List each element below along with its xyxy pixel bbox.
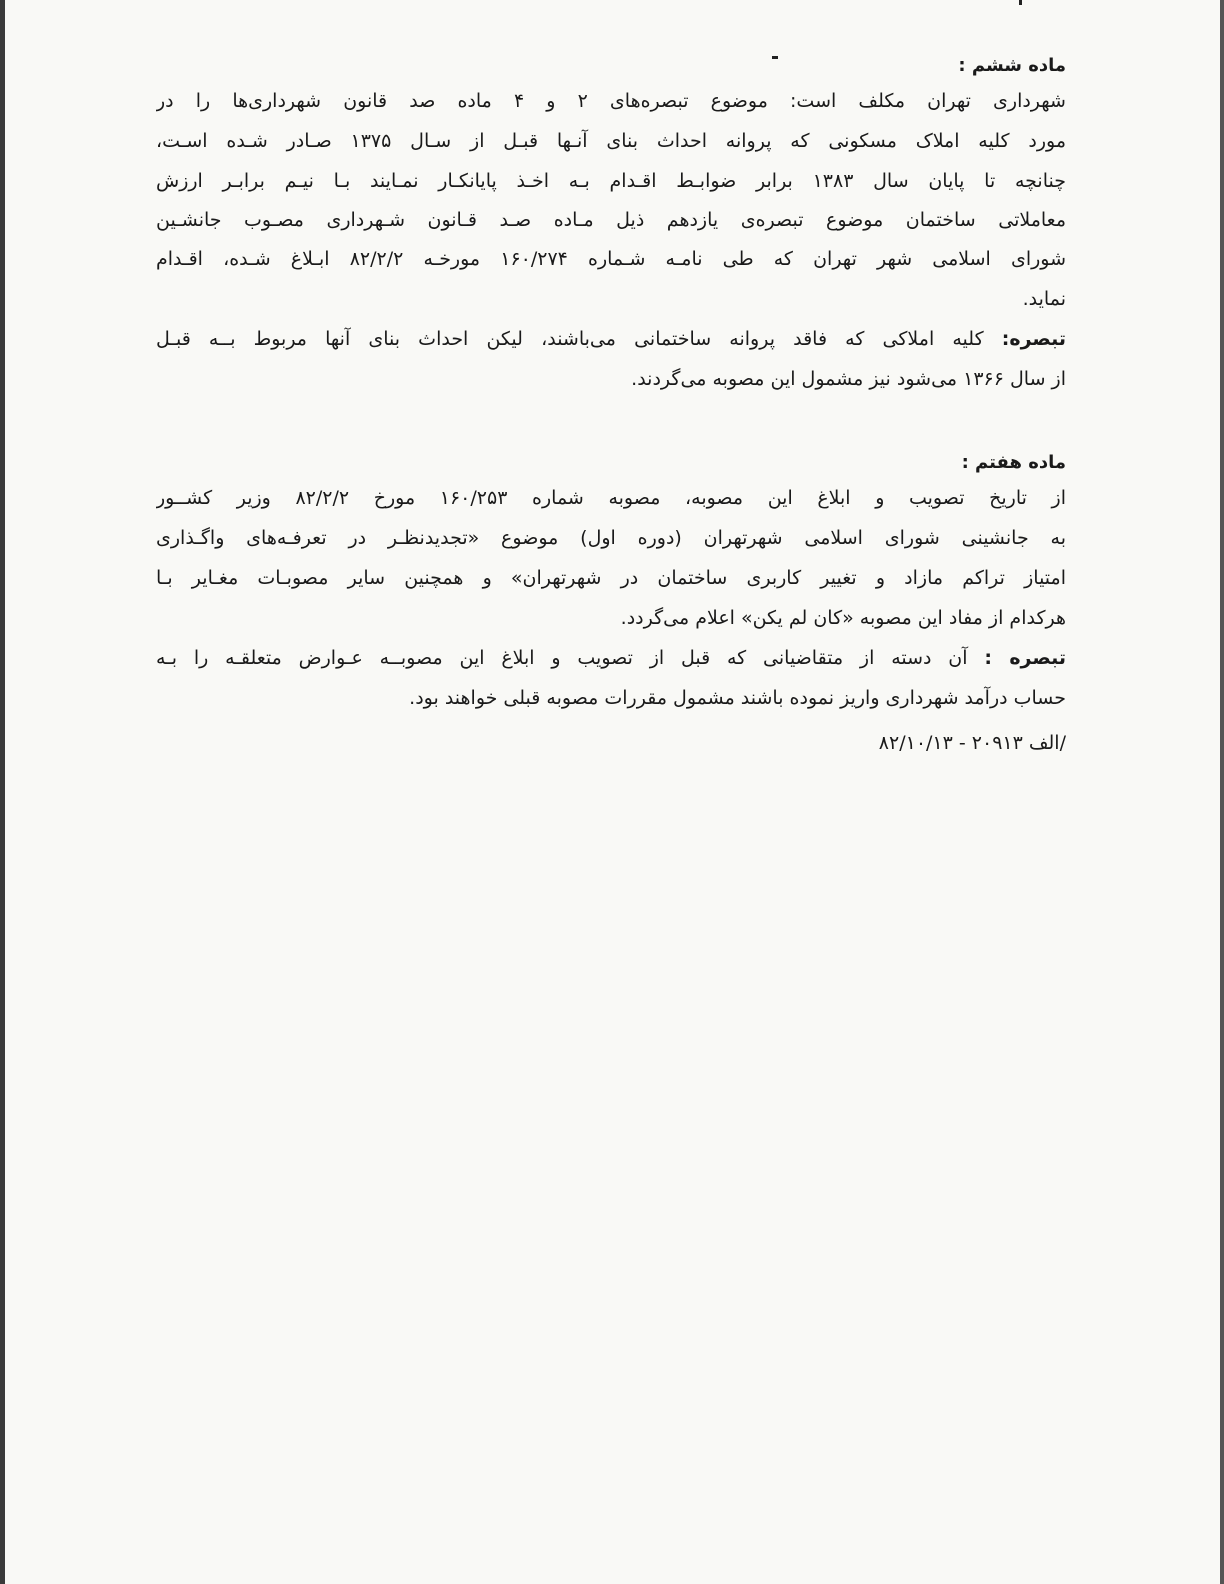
article-7-line: هرکدام از مفاد این مصوبه «کان لم یکن» اعلام می‌گردد.: [620, 607, 1066, 629]
article-6-line: شورای اسلامی شهر تهران که طی نامـه شـماره ۱۶۰/۲۷۴ مورخـه ۸۲/۲/۲ ابـلاغ شـده، اقـدام: [156, 248, 1066, 270]
article-6-line: مورد کلیه املاک مسکونی که پروانه احداث بنای آنـها قبـل از سـال ۱۳۷۵ صـادر شـده اسـت،: [156, 130, 1066, 152]
scan-edge-left: [0, 0, 5, 1584]
article-6-heading: ماده ششم :: [958, 55, 1066, 76]
article-6-line: معاملاتی ساختمان موضوع تبصره‌ی یازدهم ذیل مـاده صـد قـانون شـهرداری مصـوب جانشـین: [156, 209, 1066, 231]
article-7-line: امتیاز تراکم مازاد و تغییر کاربری ساختمان در شهرتهران» و همچنین سایر مصوبـات مغـایر بـا: [156, 567, 1066, 589]
article-6-line: چنانچه تا پایان سال ۱۳۸۳ برابر ضوابـط اقـدام بـه اخـذ پایانکـار نمـایند بـا نیـم برابـر ارزش: [156, 170, 1066, 192]
article-6-note: [156, 327, 1066, 351]
article-7-line: از تاریخ تصویب و ابلاغ این مصوبه، مصوبه شماره ۱۶۰/۲۵۳ مورخ ۸۲/۲/۲ وزیر کشــور: [156, 487, 1066, 509]
note-label: تبصره:: [1001, 328, 1066, 350]
reference-number: /الف ۲۰۹۱۳ - ۸۲/۱۰/۱۳: [878, 732, 1066, 754]
article-7-note-line: حساب درآمد شهرداری واریز نموده باشند مشمول مقررات مصوبه قبلی خواهند بود.: [409, 687, 1066, 709]
scan-edge-right: [1220, 0, 1224, 1584]
article-6-line: نماید.: [1022, 288, 1066, 310]
article-6-note-line: از سال ۱۳۶۶ می‌شود نیز مشمول این مصوبه می‌گردند.: [631, 368, 1066, 390]
article-6-line: شهرداری تهران مکلف است: موضوع تبصره‌های ۲ و ۴ ماده صد قانون شهرداری‌ها را در: [156, 90, 1066, 112]
scan-mark: [1019, 0, 1022, 5]
article-7-heading: ماده هفتم :: [961, 452, 1066, 473]
article-7-line: به جانشینی شورای اسلامی شهرتهران (دوره اول) موضوع «تجدیدنظـر در تعرفـه‌های واگـذاری: [156, 527, 1066, 549]
article-7-note: [156, 646, 1066, 670]
note-label: تبصره :: [984, 647, 1066, 669]
note-text: کلیه املاکی که فاقد پروانه ساختمانی می‌باشند، لیکن احداث بنای آنها مربوط بــه قبـل: [156, 328, 984, 350]
note-text: آن دسته از متقاضیانی که قبل از تصویب و ابلاغ این مصوبــه عـوارض متعلقـه را بـه: [156, 647, 968, 669]
